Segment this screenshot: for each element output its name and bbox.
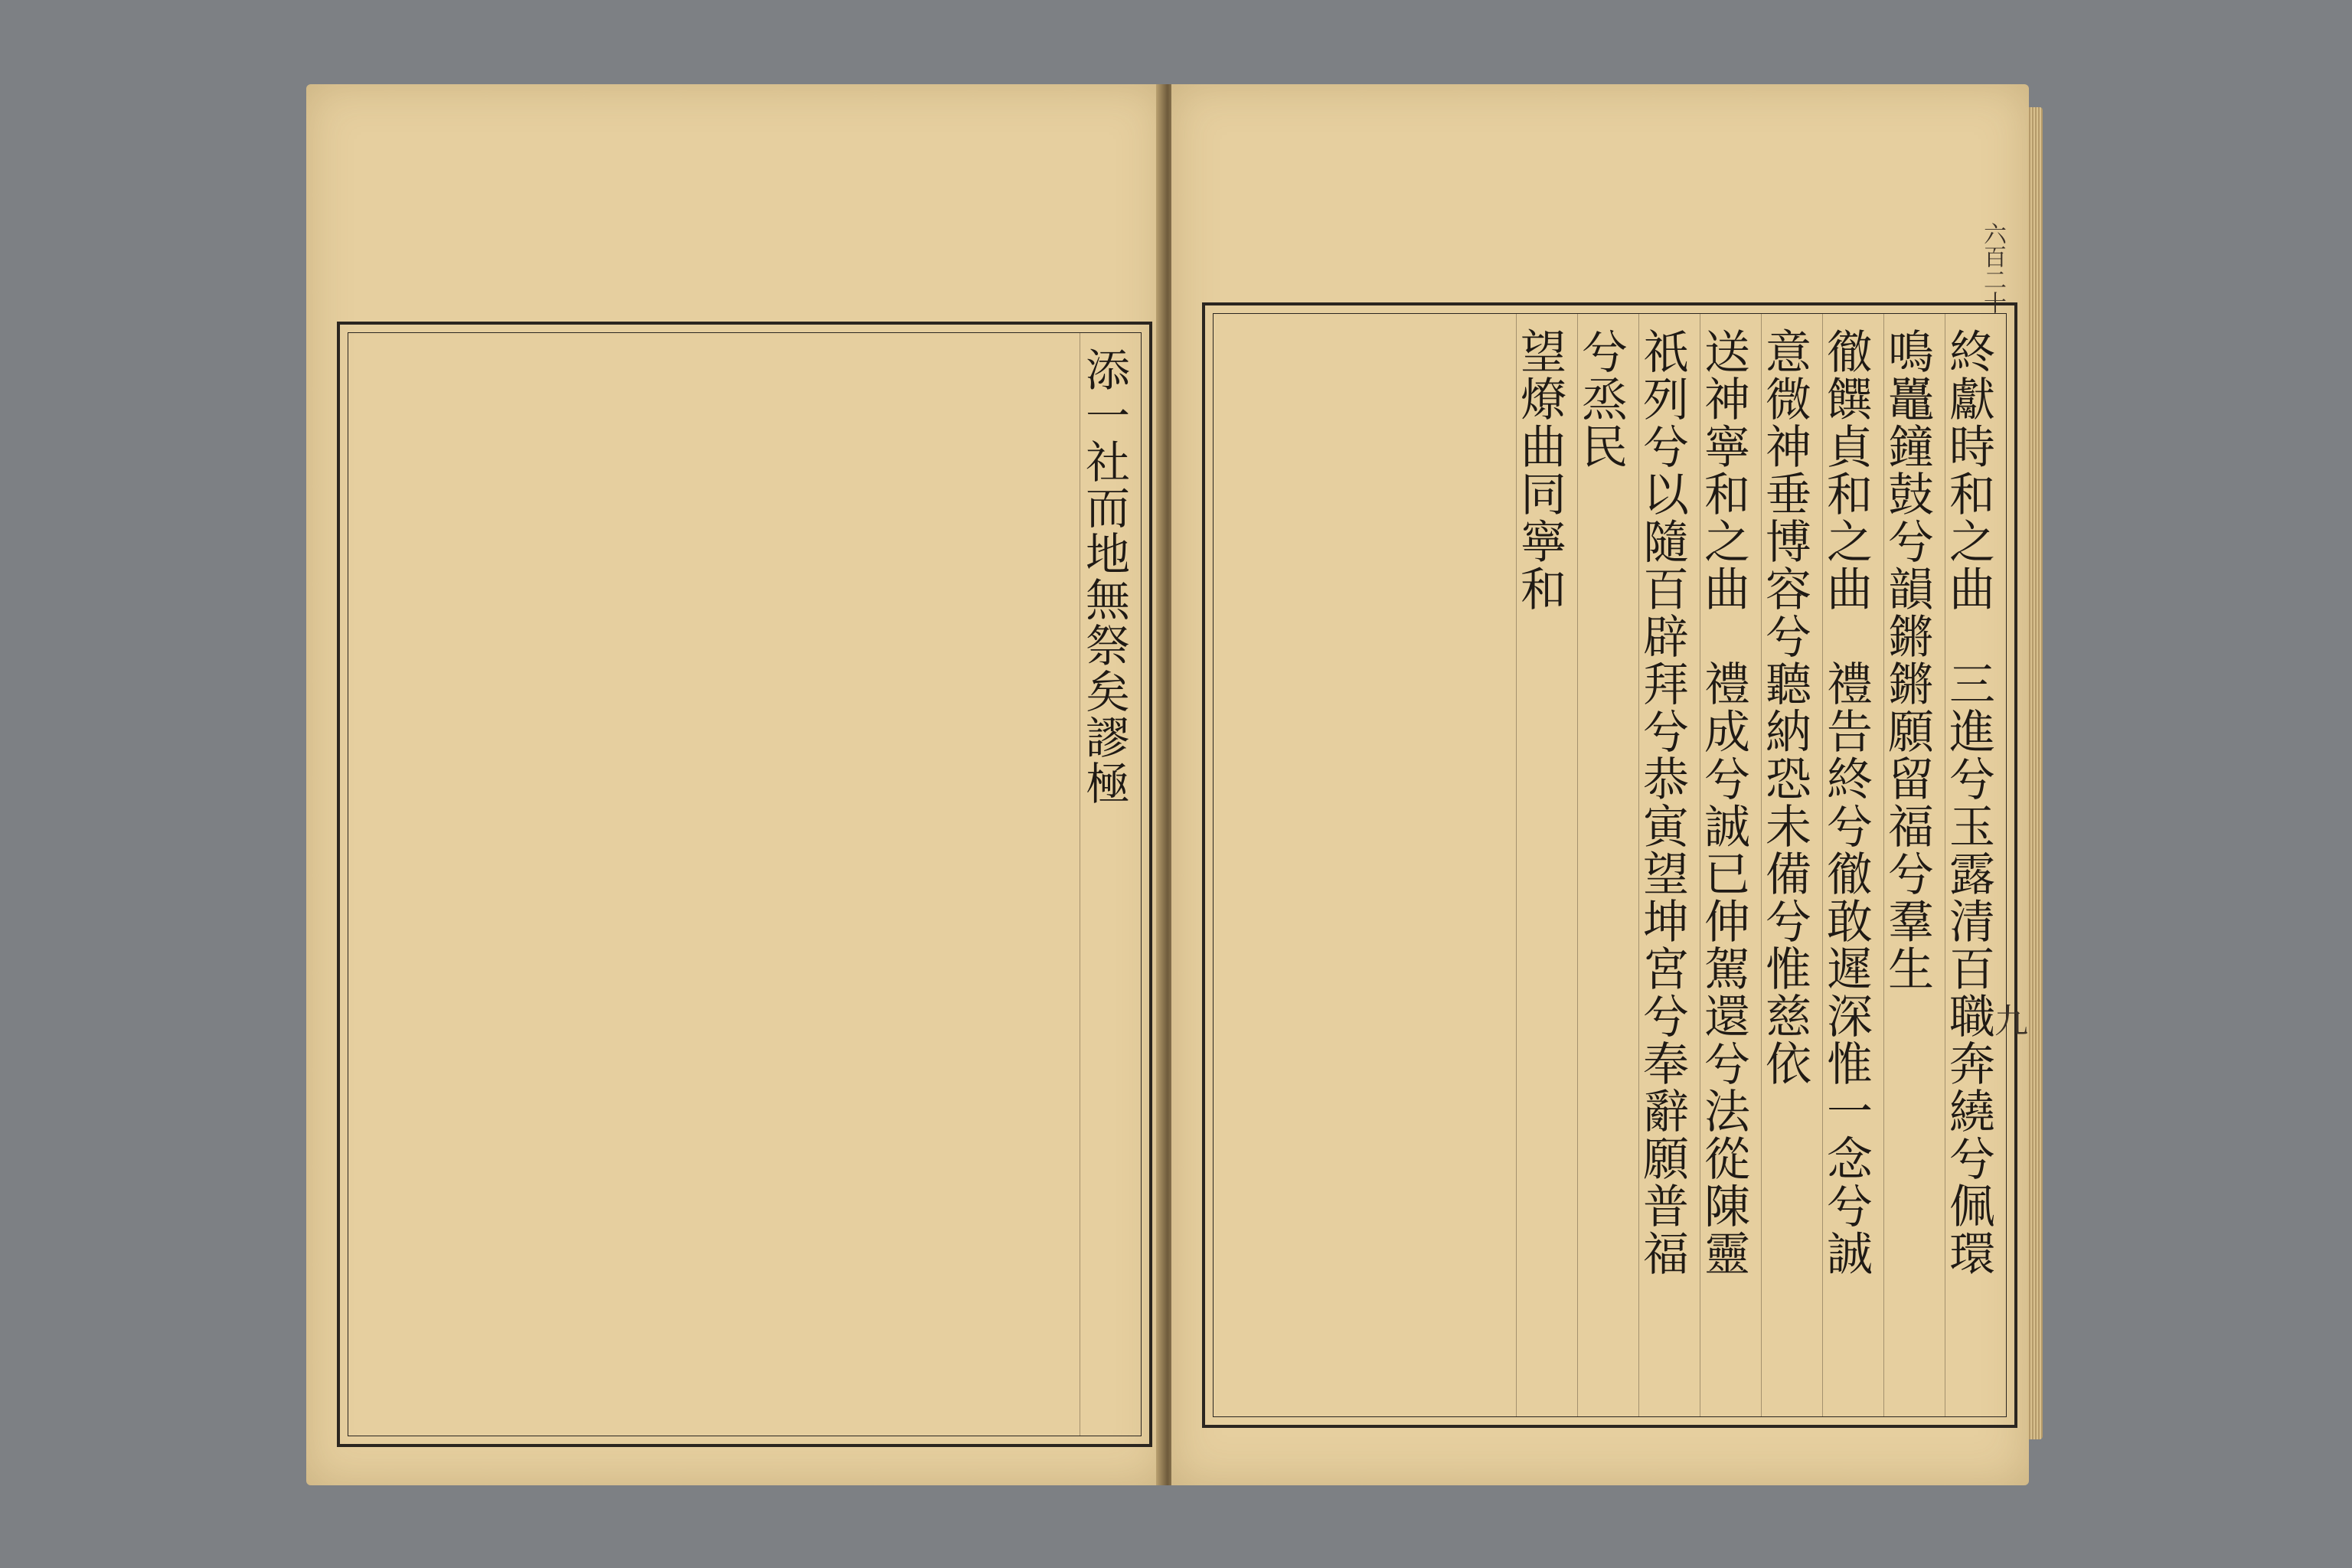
right-margin-top-label: 六百二十: [1979, 222, 2006, 314]
right-text-column: 送神寧和之曲 禮成兮誠已伸駕還兮法從陳靈: [1700, 314, 1761, 1416]
page-edges: [2027, 107, 2043, 1439]
open-book: [306, 84, 2029, 1485]
right-page-frame: [1202, 302, 2017, 1428]
left-page-frame: [337, 322, 1152, 1447]
right-text-column: 望燎曲同寧和: [1516, 314, 1577, 1416]
right-text-column: 意微神垂博容兮聽納恐未備兮惟慈依: [1761, 314, 1822, 1416]
left-text-columns: [348, 333, 1141, 1436]
left-text-column: 添一社而地無祭矣謬極: [1080, 333, 1141, 1436]
right-text-column: 祇列兮以隨百辟拜兮恭寅望坤宮兮奉辭願普福: [1638, 314, 1700, 1416]
right-text-column: 鳴鼉鐘鼓兮韻鏘鏘願留福兮羣生: [1883, 314, 1945, 1416]
right-text-column: 徹饌貞和之曲 禮告終兮徹敢遲深惟一念兮誠: [1822, 314, 1883, 1416]
left-page: [306, 84, 1164, 1485]
right-text-column: 終獻時和之曲 三進兮玉露清百職奔繞兮佩環: [1945, 314, 2006, 1416]
right-page-number: 九: [1988, 1003, 2027, 1037]
right-text-columns: [1214, 314, 2006, 1416]
right-page: [1171, 84, 2029, 1485]
right-text-column: 兮烝民: [1577, 314, 1638, 1416]
